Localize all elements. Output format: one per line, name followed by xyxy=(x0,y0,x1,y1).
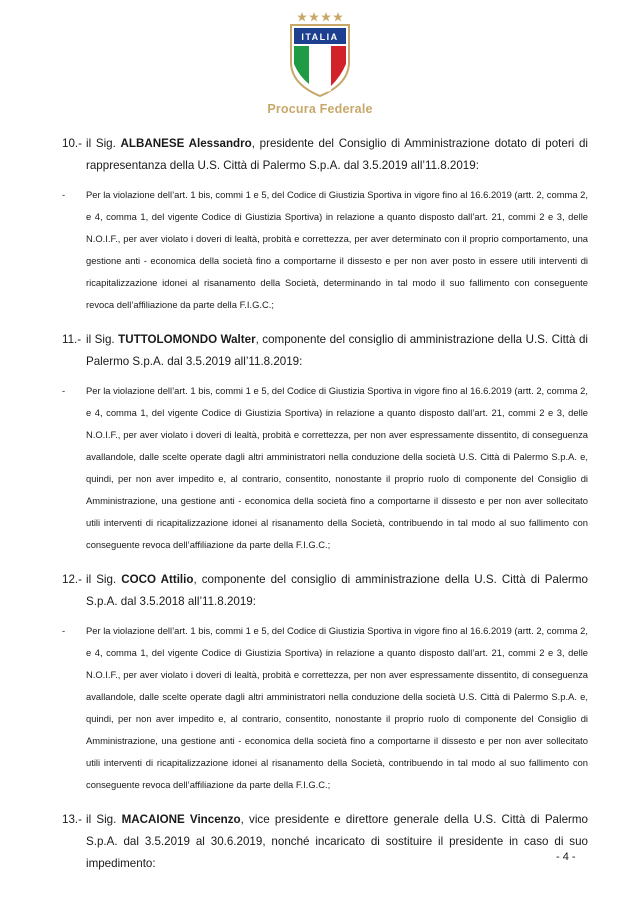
figc-crest-icon xyxy=(285,10,355,98)
svg-text:ITALIA: ITALIA xyxy=(301,32,339,42)
charge-text: Per la violazione dell’art. 1 bis, commi 1 e 5, del Codice di Giustizia Sportiva in vigore fino al 16.6.2019 (artt. 2, comma 2, e 4, comma 1, del vigente Codice di Giustizia Sportiva) in relazione a quanto disposto dall’art. 21, commi 2 e 3, delle N.O.I.F., per aver violato i doveri di lealtà, probità e correttezza, per non aver espressamente dissentito, di conseguenza avallandole, dalle scelte operate dagli altri amministratori nella conduzione della società U.S. Città di Palermo S.p.A. e, quindi, per non aver impedito e, al contrario, consentito, nonostante il proprio ruolo di componente del Consiglio di Amministrazione, una gestione anti - economica della società fino a comportarne il dissesto e per non aver sollecitato utili interventi di ricapitalizzazione idonei al risanamento della Società, contribuendo in tal modo al suo fallimento con conseguente revoca dell’affiliazione da parte della F.I.G.C.; xyxy=(86,625,588,790)
charge-paragraph xyxy=(62,380,588,556)
charge-paragraph xyxy=(62,620,588,796)
page-header xyxy=(0,10,640,116)
person-name: MACAIONE Vincenzo xyxy=(121,813,241,826)
item-number: 13.- xyxy=(62,813,82,826)
page-number: - 4 - xyxy=(556,851,576,863)
item-heading-text: il Sig. COCO Attilio, componente del consiglio di amministrazione della U.S. Città di Palermo S.p.A. dal 3.5.2018 all’11.8.2019: xyxy=(86,573,588,608)
item-13-heading xyxy=(62,809,588,875)
item-10-heading xyxy=(62,133,588,177)
item-number: 11.- xyxy=(62,333,82,346)
bullet-dash: - xyxy=(62,189,66,200)
item-number: 10.- xyxy=(62,137,82,150)
charge-paragraph xyxy=(62,184,588,316)
bullet-dash: - xyxy=(62,385,66,396)
item-heading-text: il Sig. TUTTOLOMONDO Walter, componente del consiglio di amministrazione della U.S. Città di Palermo S.p.A. dal 3.5.2019 all’11.8.2019: xyxy=(86,333,588,368)
charge-text: Per la violazione dell’art. 1 bis, commi 1 e 5, del Codice di Giustizia Sportiva in vigore fino al 16.6.2019 (artt. 2, comma 2, e 4, comma 1, del vigente Codice di Giustizia Sportiva) in relazione a quanto disposto dall’art. 21, commi 2 e 3, delle N.O.I.F., per aver violato i doveri di lealtà, probità e correttezza, per non aver espressamente dissentito, di conseguenza avallandole, dalle scelte operate dagli altri amministratori nella conduzione della società U.S. Città di Palermo S.p.A. e, quindi, per non aver impedito e, al contrario, consentito, nonostante il proprio ruolo di componente del Consiglio di Amministrazione, una gestione anti - economica della società fino a comportarne il dissesto e per non aver sollecitato utili interventi di ricapitalizzazione idonei al risanamento della Società, contribuendo in tal modo al suo fallimento con conseguente revoca dell’affiliazione da parte della F.I.G.C.; xyxy=(86,385,588,550)
item-12-heading xyxy=(62,569,588,613)
item-11-heading xyxy=(62,329,588,373)
document-body xyxy=(62,133,588,875)
person-name: ALBANESE Alessandro xyxy=(120,137,252,150)
item-heading-text: il Sig. MACAIONE Vincenzo, vice presidente e direttore generale della U.S. Città di Palermo S.p.A. dal 3.5.2019 al 30.6.2019, nonché incaricato di sostituire il presidente in caso di suo impedimento: xyxy=(86,813,588,870)
bullet-dash: - xyxy=(62,625,66,636)
item-number: 12.- xyxy=(62,573,82,586)
charge-text: Per la violazione dell’art. 1 bis, commi 1 e 5, del Codice di Giustizia Sportiva in vigore fino al 16.6.2019 (artt. 2, comma 2, e 4, comma 1, del vigente Codice di Giustizia Sportiva) in relazione a quanto disposto dall’art. 21, commi 2 e 3, delle N.O.I.F., per aver violato i doveri di lealtà, probità e correttezza, per aver determinato con il proprio comportamento, una gestione anti - economica della società fino a comportarne il dissesto e per non aver posto in essere utili interventi di ricapitalizzazione idonei al risanamento della Società, determinando in tal modo il suo fallimento con conseguente revoca dell’affiliazione da parte della F.I.G.C.; xyxy=(86,189,588,310)
person-name: TUTTOLOMONDO Walter xyxy=(118,333,256,346)
person-name: COCO Attilio xyxy=(121,573,194,586)
item-heading-text: il Sig. ALBANESE Alessandro, presidente del Consiglio di Amministrazione dotato di poteri di rappresentanza della U.S. Città di Palermo S.p.A. dal 3.5.2019 all’11.8.2019: xyxy=(86,137,588,172)
office-name: Procura Federale xyxy=(267,102,373,116)
